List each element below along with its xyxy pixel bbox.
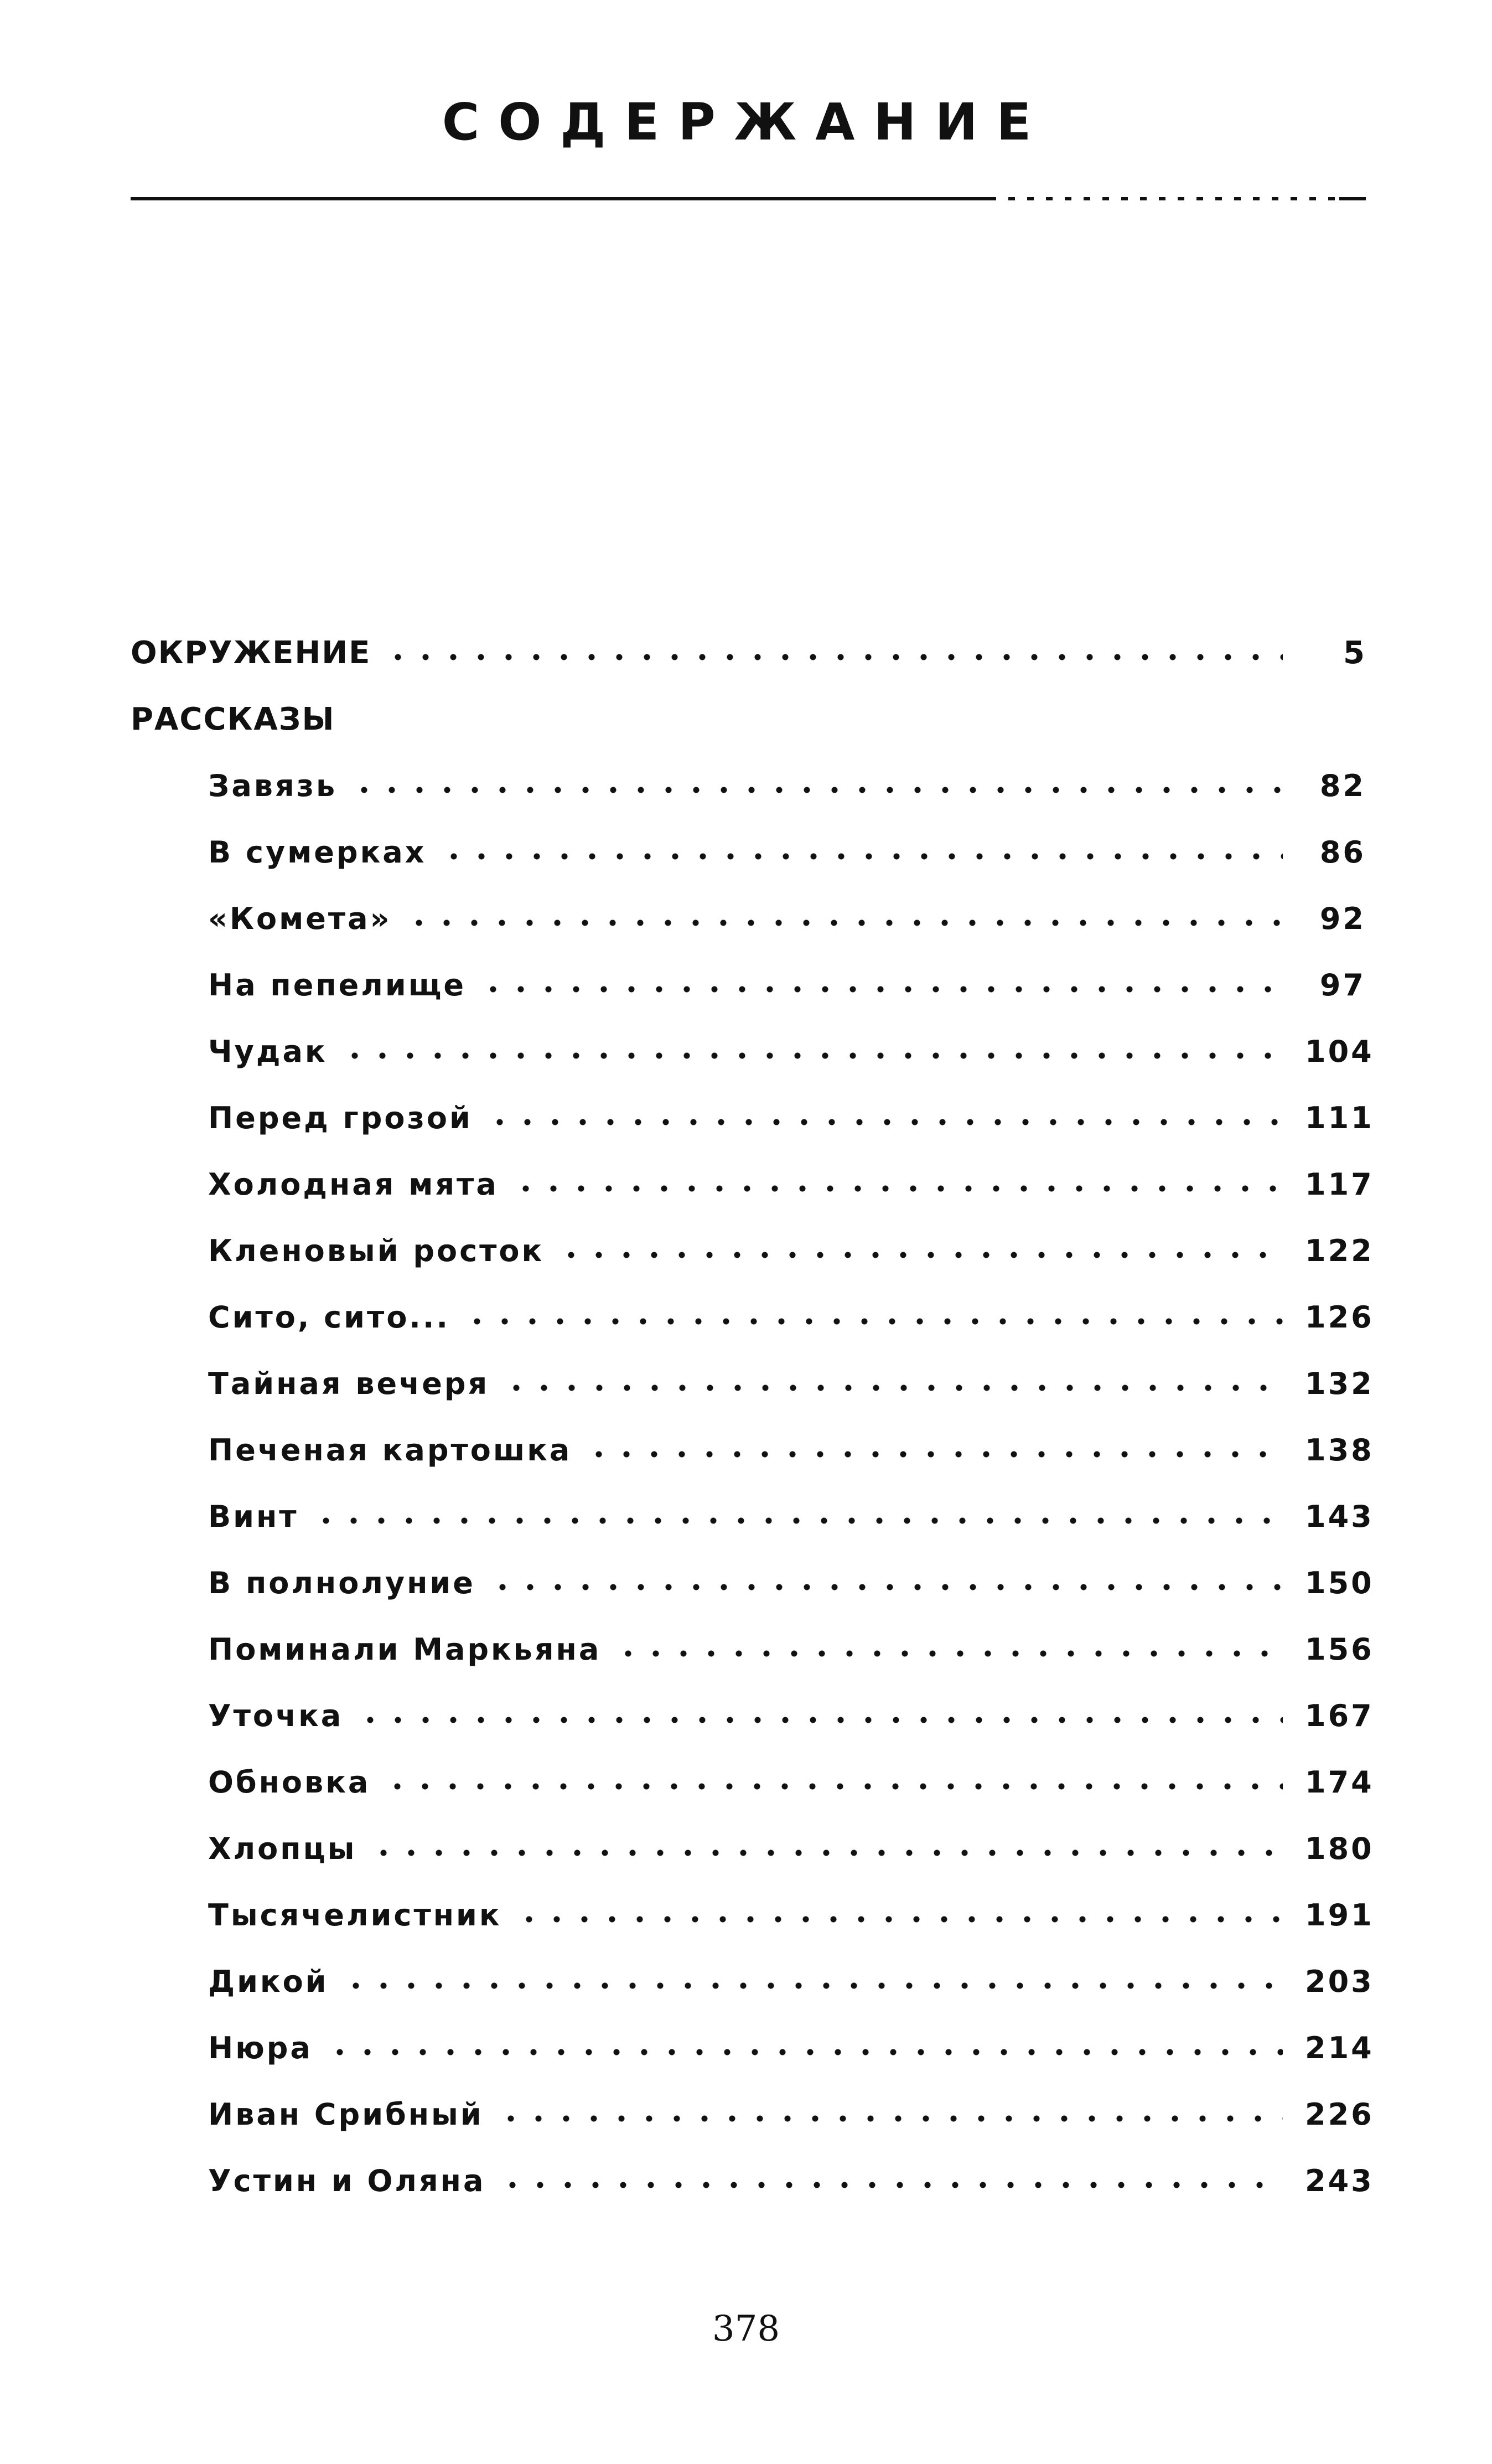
dot-leader <box>350 779 1283 801</box>
toc-entry <box>131 1417 1374 1484</box>
toc-entry-page: 117 <box>1305 1167 1374 1202</box>
toc-entry <box>131 886 1366 952</box>
toc-entry <box>131 1749 1374 1816</box>
dot-leader <box>312 1510 1283 1532</box>
toc-entry-page: 180 <box>1305 1831 1374 1866</box>
toc-entry <box>131 1616 1374 1683</box>
toc-entry-title: Сито, сито... <box>208 1300 450 1335</box>
toc-entry <box>131 1550 1374 1616</box>
dot-leader <box>585 1443 1283 1465</box>
toc-entry-title: ОКРУЖЕНИЕ <box>131 635 371 671</box>
dot-leader <box>384 1775 1283 1797</box>
toc-entry <box>131 1882 1374 1949</box>
toc-entry <box>131 1085 1374 1151</box>
toc-entry-page: 243 <box>1305 2163 1374 2198</box>
toc-entry-page: 226 <box>1305 2097 1374 2132</box>
toc-entry-title: Винт <box>208 1499 299 1534</box>
toc-entry-page: 203 <box>1305 1964 1374 1999</box>
toc-entry <box>131 2081 1374 2148</box>
toc-entry-page: 126 <box>1305 1300 1374 1335</box>
toc-entry-title: В полнолуние <box>208 1566 475 1600</box>
toc-entry-title: Уточка <box>208 1698 344 1733</box>
toc-entry-title: Хлопцы <box>208 1831 357 1866</box>
toc-entry-page: 150 <box>1305 1566 1374 1600</box>
toc-entry-title: «Комета» <box>208 901 392 936</box>
toc-entry <box>131 1019 1374 1085</box>
toc-entry <box>131 1949 1374 2015</box>
toc-entry-title: Устин и Оляна <box>208 2163 486 2198</box>
toc-entry-page: 92 <box>1319 901 1366 936</box>
toc-entry-title: В сумерках <box>208 835 427 870</box>
toc-entry <box>131 1151 1374 1218</box>
stories-list <box>131 753 1374 2214</box>
toc-entry <box>131 952 1366 1019</box>
toc-entry <box>131 753 1366 819</box>
toc-entry-title: Обновка <box>208 1765 371 1800</box>
page-title: СОДЕРЖАНИЕ <box>442 92 1050 152</box>
title-rule-break <box>996 195 1339 203</box>
toc-entry-page: 111 <box>1305 1101 1374 1135</box>
toc-entry-title: Печеная картошка <box>208 1433 572 1468</box>
toc-entry <box>131 2015 1374 2081</box>
toc-entry <box>131 1351 1374 1417</box>
dot-leader <box>515 1908 1283 1930</box>
toc-entry-title: На пепелище <box>208 968 467 1003</box>
toc-entry-title: Завязь <box>208 768 338 803</box>
toc-entry-page: 174 <box>1305 1765 1374 1800</box>
toc-entry <box>131 1816 1374 1882</box>
toc-entry-title: Кленовый росток <box>208 1233 545 1268</box>
dot-leader <box>356 1709 1283 1731</box>
toc-entry-page: 104 <box>1305 1034 1374 1069</box>
toc-entry-title: Нюра <box>208 2031 313 2065</box>
dot-leader <box>384 646 1283 668</box>
toc-entry-page: 132 <box>1305 1366 1374 1401</box>
toc-entry-page: 138 <box>1305 1433 1374 1468</box>
toc-entry-page: 97 <box>1319 968 1366 1003</box>
toc-entry <box>131 1218 1374 1284</box>
dot-leader <box>512 1177 1283 1200</box>
toc-entry-page: 122 <box>1305 1233 1374 1268</box>
dot-leader <box>326 2041 1283 2063</box>
toc-entry-page: 82 <box>1319 768 1366 803</box>
toc-entry-page: 86 <box>1319 835 1366 870</box>
toc-entry <box>131 819 1366 886</box>
page-number: 378 <box>712 2308 780 2349</box>
dot-leader <box>489 1576 1283 1598</box>
dot-leader <box>614 1642 1283 1665</box>
toc-entry-page: 214 <box>1305 2031 1374 2065</box>
table-of-contents <box>131 620 1374 2214</box>
dot-leader <box>499 2174 1283 2196</box>
toc-entry-title: Тысячелистник <box>208 1898 502 1933</box>
dot-leader <box>341 1045 1283 1067</box>
toc-entry <box>131 2148 1374 2214</box>
dot-leader <box>486 1111 1283 1133</box>
toc-entry-page: 5 <box>1343 635 1366 671</box>
toc-entry <box>131 1484 1374 1550</box>
toc-entry-title: Иван Срибный <box>208 2097 484 2132</box>
dot-leader <box>405 912 1283 934</box>
toc-entry-title: Холодная мята <box>208 1167 499 1202</box>
dot-leader <box>440 845 1283 867</box>
toc-entry-title: Чудак <box>208 1034 328 1069</box>
dot-leader <box>463 1310 1283 1332</box>
toc-entry-page: 143 <box>1305 1499 1374 1534</box>
dot-leader <box>557 1244 1283 1266</box>
dot-leader <box>370 1842 1283 1864</box>
toc-entry-title: Дикой <box>208 1964 329 1999</box>
toc-entry-title: Перед грозой <box>208 1101 473 1135</box>
dot-leader <box>502 1377 1283 1399</box>
toc-entry-section <box>131 620 1366 686</box>
toc-entry-page: 191 <box>1305 1898 1374 1933</box>
dot-leader <box>342 1975 1283 1997</box>
toc-entry-page: 167 <box>1305 1698 1374 1733</box>
dot-leader <box>479 978 1283 1000</box>
toc-entry-page: 156 <box>1305 1632 1374 1667</box>
toc-entry <box>131 1683 1374 1749</box>
section-heading: РАССКАЗЫ <box>131 701 335 737</box>
toc-entry-title: Тайная вечеря <box>208 1366 490 1401</box>
toc-entry-title: Поминали Маркьяна <box>208 1632 602 1667</box>
dot-leader <box>497 2107 1283 2130</box>
toc-entry <box>131 1284 1374 1351</box>
